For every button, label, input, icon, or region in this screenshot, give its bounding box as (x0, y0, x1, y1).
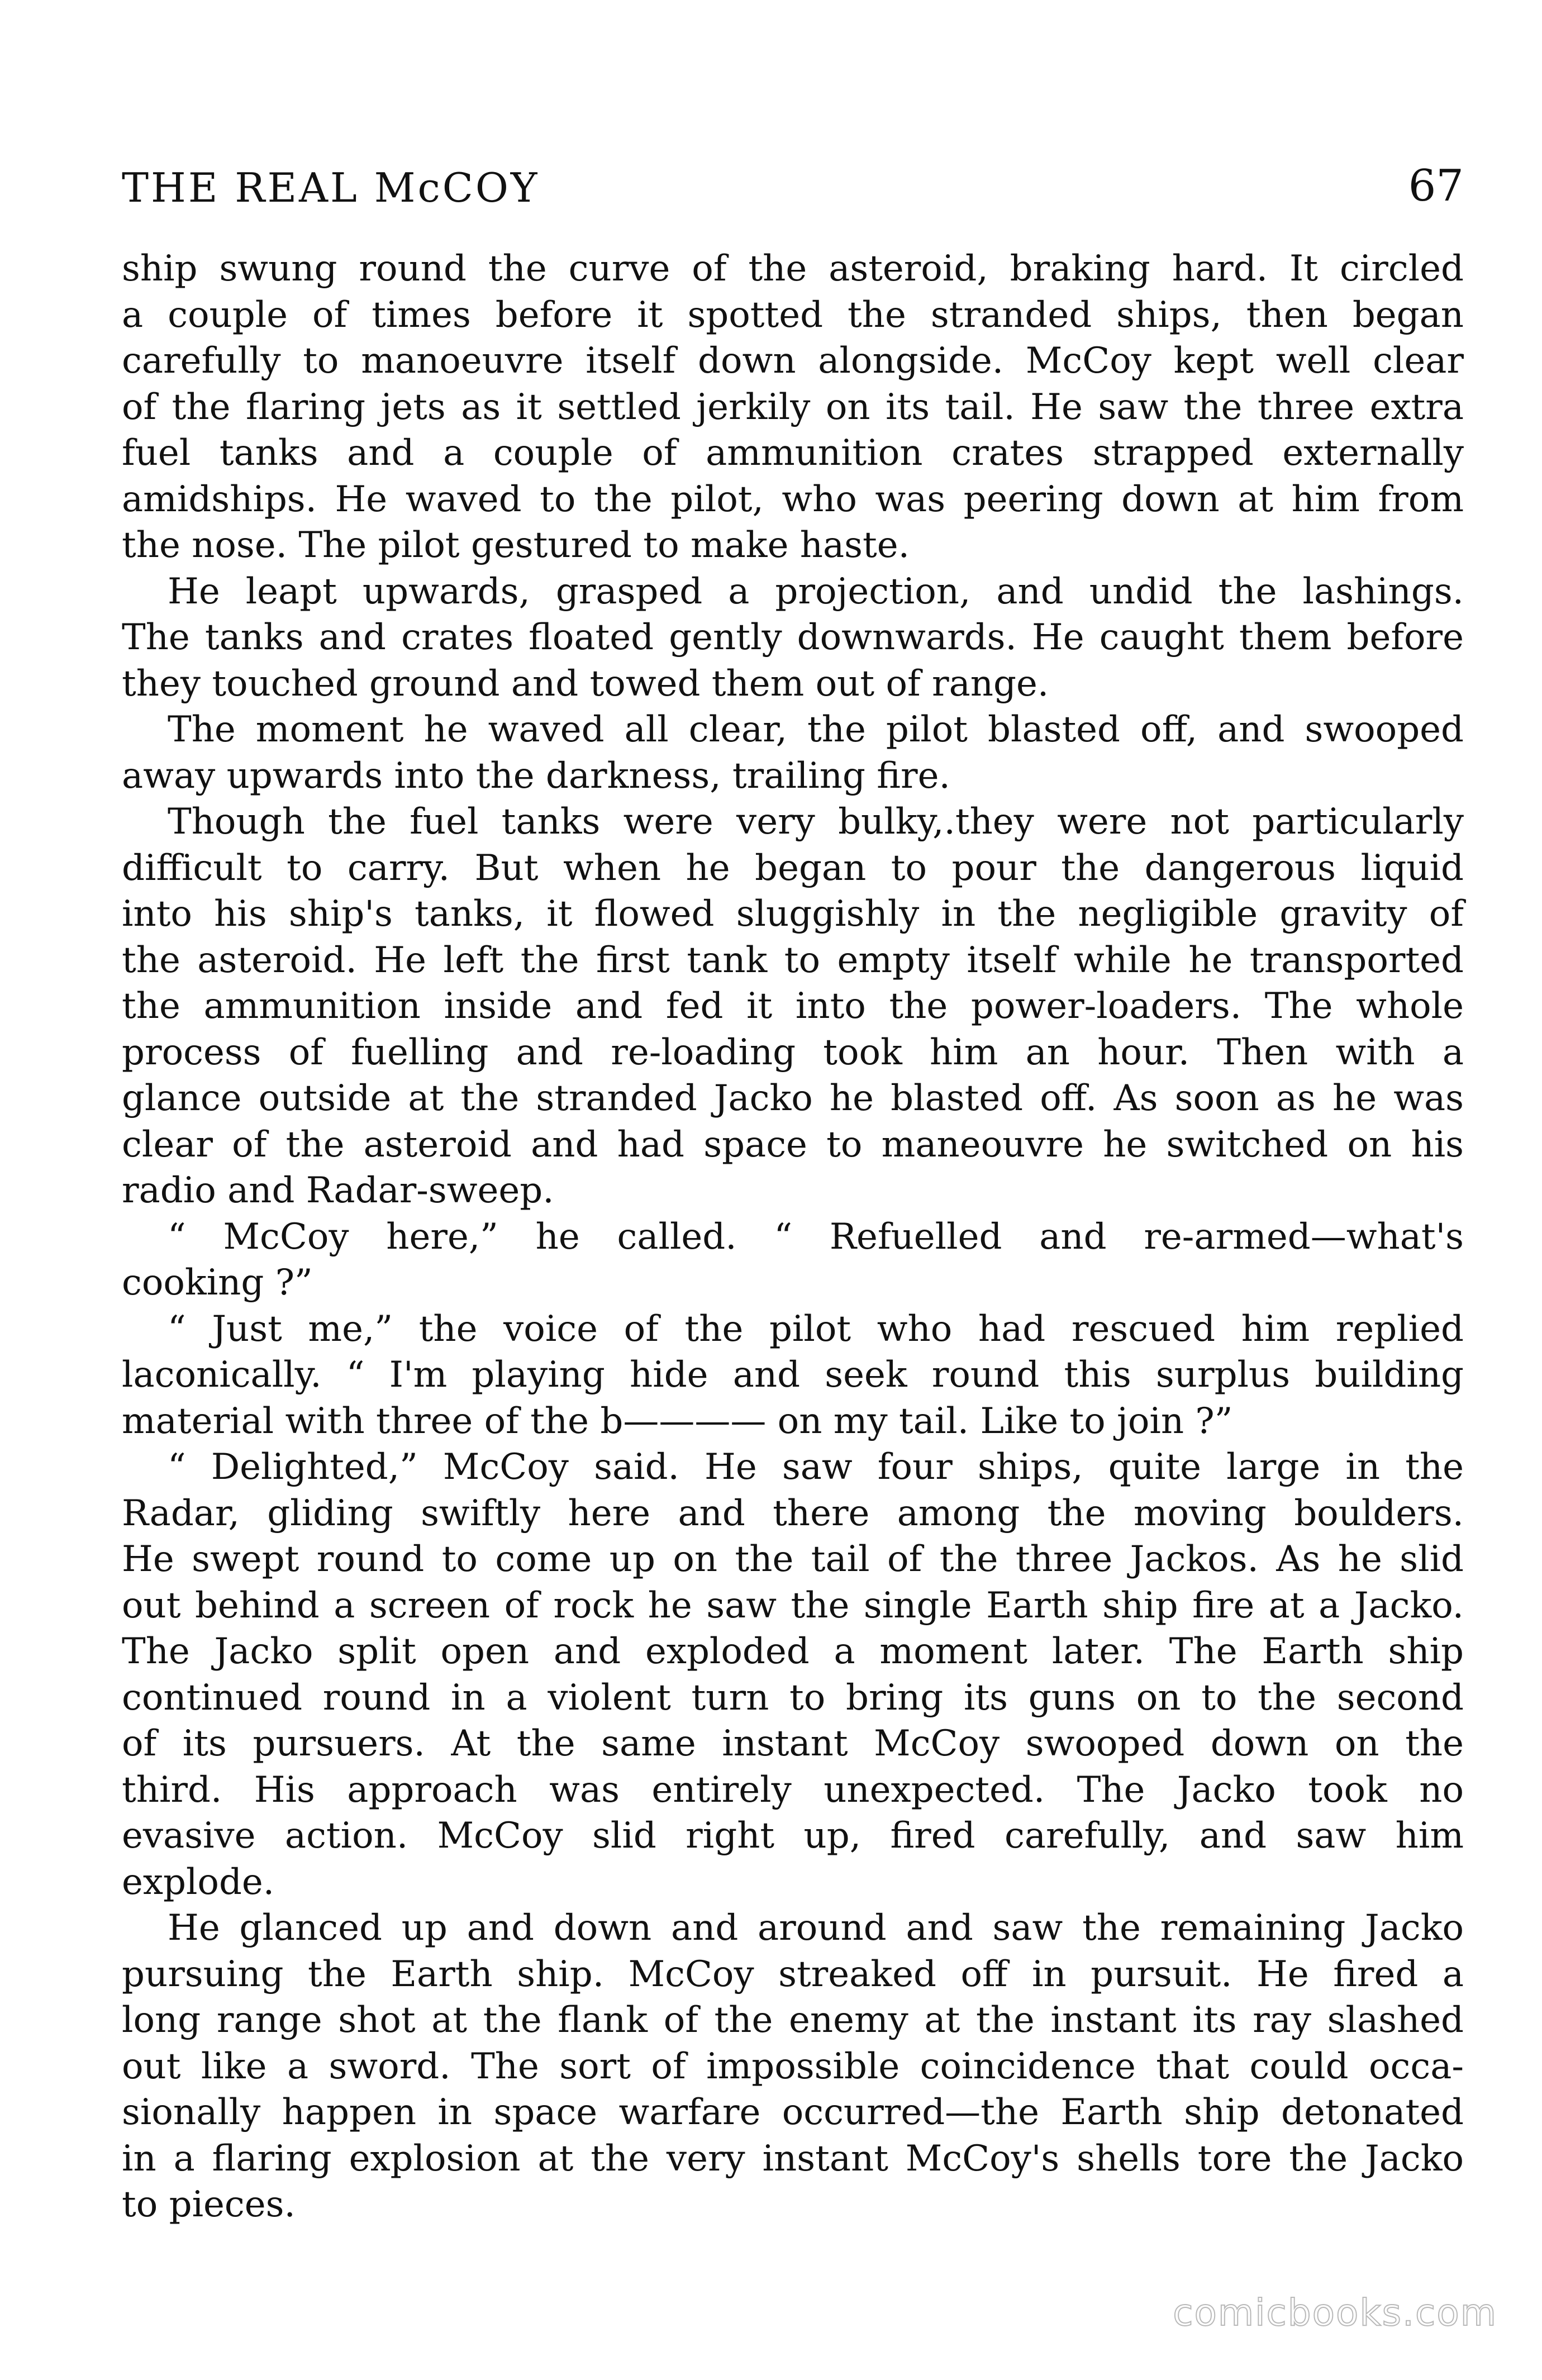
paragraph (122, 1214, 1464, 1306)
text-line: clear of the asteroid and had space to maneouvre he switched on his (122, 1124, 1464, 1165)
text-line: Though the fuel tanks were very bulky,.they were not particularly (168, 801, 1464, 842)
body-text (122, 246, 1464, 2228)
text-line: long range shot at the flank of the enemy at the instant its ray slashed (122, 2000, 1464, 2041)
text-line: away upwards into the darkness, trailing fire. (122, 755, 950, 797)
paragraph (122, 569, 1464, 707)
text-line: out behind a screen of rock he saw the single Earth ship fire at a Jacko. (122, 1584, 1464, 1626)
paragraph (122, 1306, 1464, 1445)
text-line: The tanks and crates floated gently downwards. He caught them before (122, 617, 1464, 658)
text-line: radio and Radar-sweep. (122, 1170, 554, 1211)
text-line: “ McCoy here,” he called. “ Refuelled and re-armed—what's (168, 1216, 1464, 1258)
text-line: to pieces. (122, 2184, 296, 2225)
text-line: out like a sword. The sort of impossible coincidence that could occa- (122, 2045, 1464, 2087)
text-line: amidships. He waved to the pilot, who was peering down at him from (122, 478, 1464, 520)
text-line: material with three of the b———— on my tail. Like to join ?” (122, 1400, 1233, 1442)
text-line: of its pursuers. At the same instant McCoy swooped down on the (122, 1723, 1464, 1764)
text-line: a couple of times before it spotted the stranded ships, then began (122, 294, 1464, 336)
text-line: in a flaring explosion at the very instant McCoy's shells tore the Jacko (122, 2138, 1464, 2179)
text-line: laconically. “ I'm playing hide and seek round this surplus building (122, 1354, 1464, 1396)
text-line: carefully to manoeuvre itself down alongside. McCoy kept well clear (122, 340, 1464, 382)
paragraph (122, 1905, 1464, 2228)
text-line: He leapt upwards, grasped a projection, and undid the lashings. (168, 570, 1464, 612)
text-line: He glanced up and down and around and saw the remaining Jacko (168, 1907, 1464, 1949)
running-head (122, 150, 1464, 211)
text-line: process of fuelling and re-loading took him an hour. Then with a (122, 1031, 1464, 1073)
paragraph (122, 1444, 1464, 1905)
text-line: pursuing the Earth ship. McCoy streaked off in pursuit. He fired a (122, 1953, 1464, 1995)
text-line: third. His approach was entirely unexpected. The Jacko took no (122, 1769, 1464, 1811)
running-title: THE REAL McCOY (122, 164, 540, 211)
text-line: into his ship's tanks, it flowed sluggishly in the negligible gravity of (122, 893, 1464, 935)
text-line: evasive action. McCoy slid right up, fired carefully, and saw him (122, 1815, 1464, 1857)
text-line: “ Delighted,” McCoy said. He saw four ships, quite large in the (168, 1446, 1464, 1488)
text-line: The moment he waved all clear, the pilot blasted off, and swooped (168, 709, 1464, 750)
text-line: continued round in a violent turn to bring its guns on to the second (122, 1677, 1464, 1719)
paragraph (122, 246, 1464, 569)
paragraph (122, 799, 1464, 1214)
text-line: cooking ?” (122, 1262, 313, 1303)
text-line: He swept round to come up on the tail of the three Jackos. As he slid (122, 1539, 1464, 1580)
text-line: fuel tanks and a couple of ammunition crates strapped externally (122, 432, 1464, 474)
text-line: ship swung round the curve of the asteroid, braking hard. It circled (122, 248, 1464, 289)
watermark: comicbooks.com (1173, 2291, 1497, 2334)
text-line: the ammunition inside and fed it into the power-loaders. The whole (122, 986, 1464, 1027)
text-line: of the flaring jets as it settled jerkily on its tail. He saw the three extra (122, 386, 1464, 428)
page-number: 67 (1408, 161, 1464, 211)
text-line: “ Just me,” the voice of the pilot who had rescued him replied (168, 1308, 1464, 1350)
text-line: they touched ground and towed them out of range. (122, 663, 1049, 705)
text-line: The Jacko split open and exploded a moment later. The Earth ship (122, 1631, 1464, 1672)
text-line: difficult to carry. But when he began to pour the dangerous liquid (122, 847, 1464, 889)
text-line: Radar, gliding swiftly here and there among the moving boulders. (122, 1492, 1464, 1534)
paragraph (122, 707, 1464, 799)
text-line: glance outside at the stranded Jacko he blasted off. As soon as he was (122, 1078, 1464, 1119)
text-line: the asteroid. He left the first tank to empty itself while he transported (122, 939, 1464, 981)
text-line: the nose. The pilot gestured to make haste. (122, 525, 910, 566)
text-line: sionally happen in space warfare occurred—the Earth ship detonated (122, 2092, 1464, 2133)
text-line: explode. (122, 1861, 275, 1903)
